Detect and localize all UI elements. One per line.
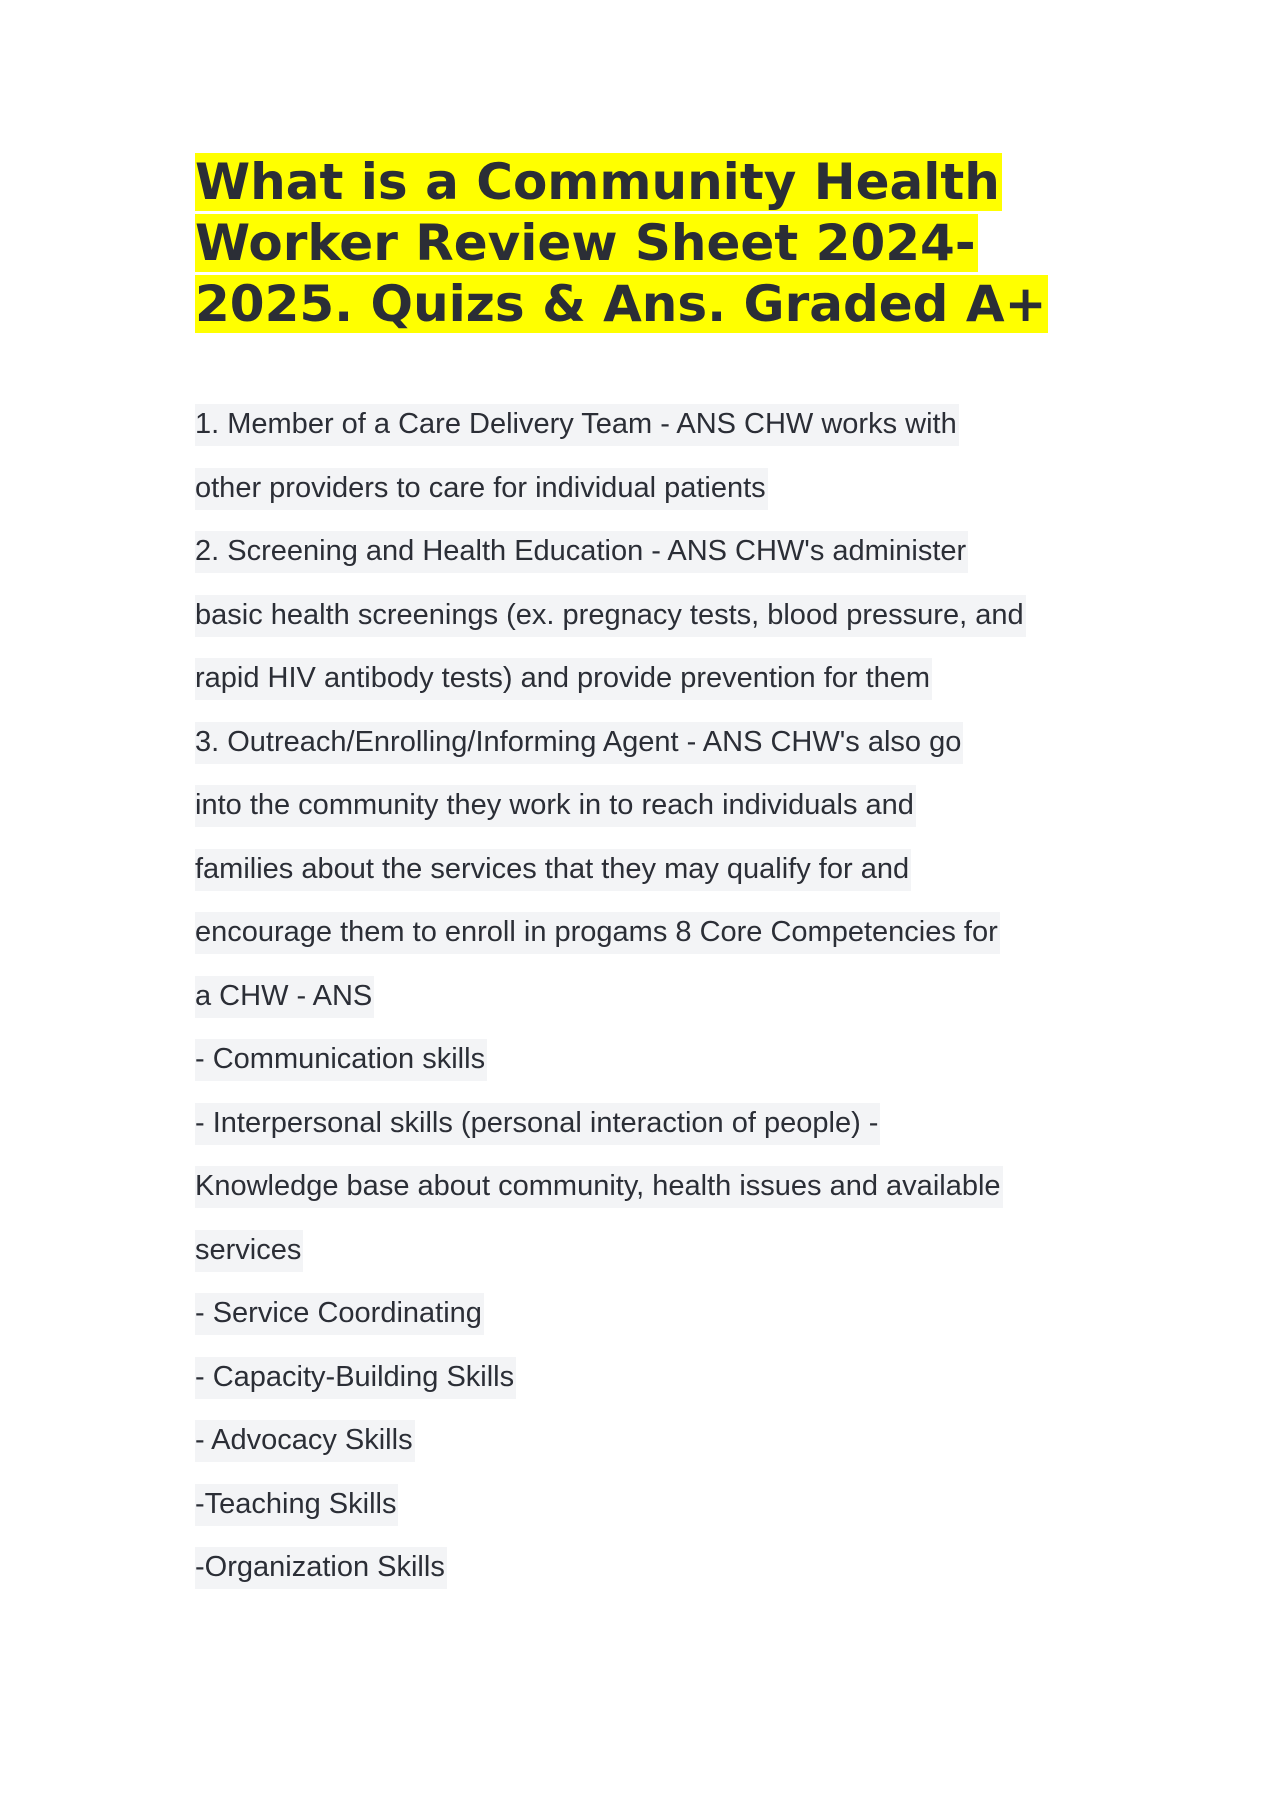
competency-item: - Interpersonal skills (personal interaction of people) - (195, 1092, 1095, 1156)
competency-item: - Advocacy Skills (195, 1409, 1095, 1473)
body-line: a CHW - ANS (195, 965, 1095, 1029)
body-line: 1. Member of a Care Delivery Team - ANS CHW works with (195, 393, 1095, 457)
competency-item: - Communication skills (195, 1028, 1095, 1092)
document-page (195, 152, 1095, 1600)
body-line: encourage them to enroll in progams 8 Core Competencies for (195, 901, 1095, 965)
title-line-2: Worker Review Sheet 2024- (195, 214, 976, 272)
body-line: into the community they work in to reach individuals and (195, 774, 1095, 838)
body-line: other providers to care for individual patients (195, 457, 1095, 521)
body-line: 3. Outreach/Enrolling/Informing Agent - ANS CHW's also go (195, 711, 1095, 775)
competency-item: -Organization Skills (195, 1536, 1095, 1600)
title-line-3: 2025. Quizs & Ans. Graded A+ (195, 275, 1047, 333)
title-highlight (195, 153, 1048, 333)
body-line: families about the services that they may qualify for and (195, 838, 1095, 902)
title-line-1: What is a Community Health (195, 153, 1000, 211)
body-line: basic health screenings (ex. pregnacy tests, blood pressure, and (195, 584, 1095, 648)
body-line: rapid HIV antibody tests) and provide prevention for them (195, 647, 1095, 711)
body-line: 2. Screening and Health Education - ANS CHW's administer (195, 520, 1095, 584)
document-body (195, 393, 1095, 1600)
document-title (195, 152, 1095, 335)
competency-item: - Service Coordinating (195, 1282, 1095, 1346)
competency-item: -Teaching Skills (195, 1473, 1095, 1537)
competency-item: services (195, 1219, 1095, 1283)
competency-item: Knowledge base about community, health issues and available (195, 1155, 1095, 1219)
competency-item: - Capacity-Building Skills (195, 1346, 1095, 1410)
